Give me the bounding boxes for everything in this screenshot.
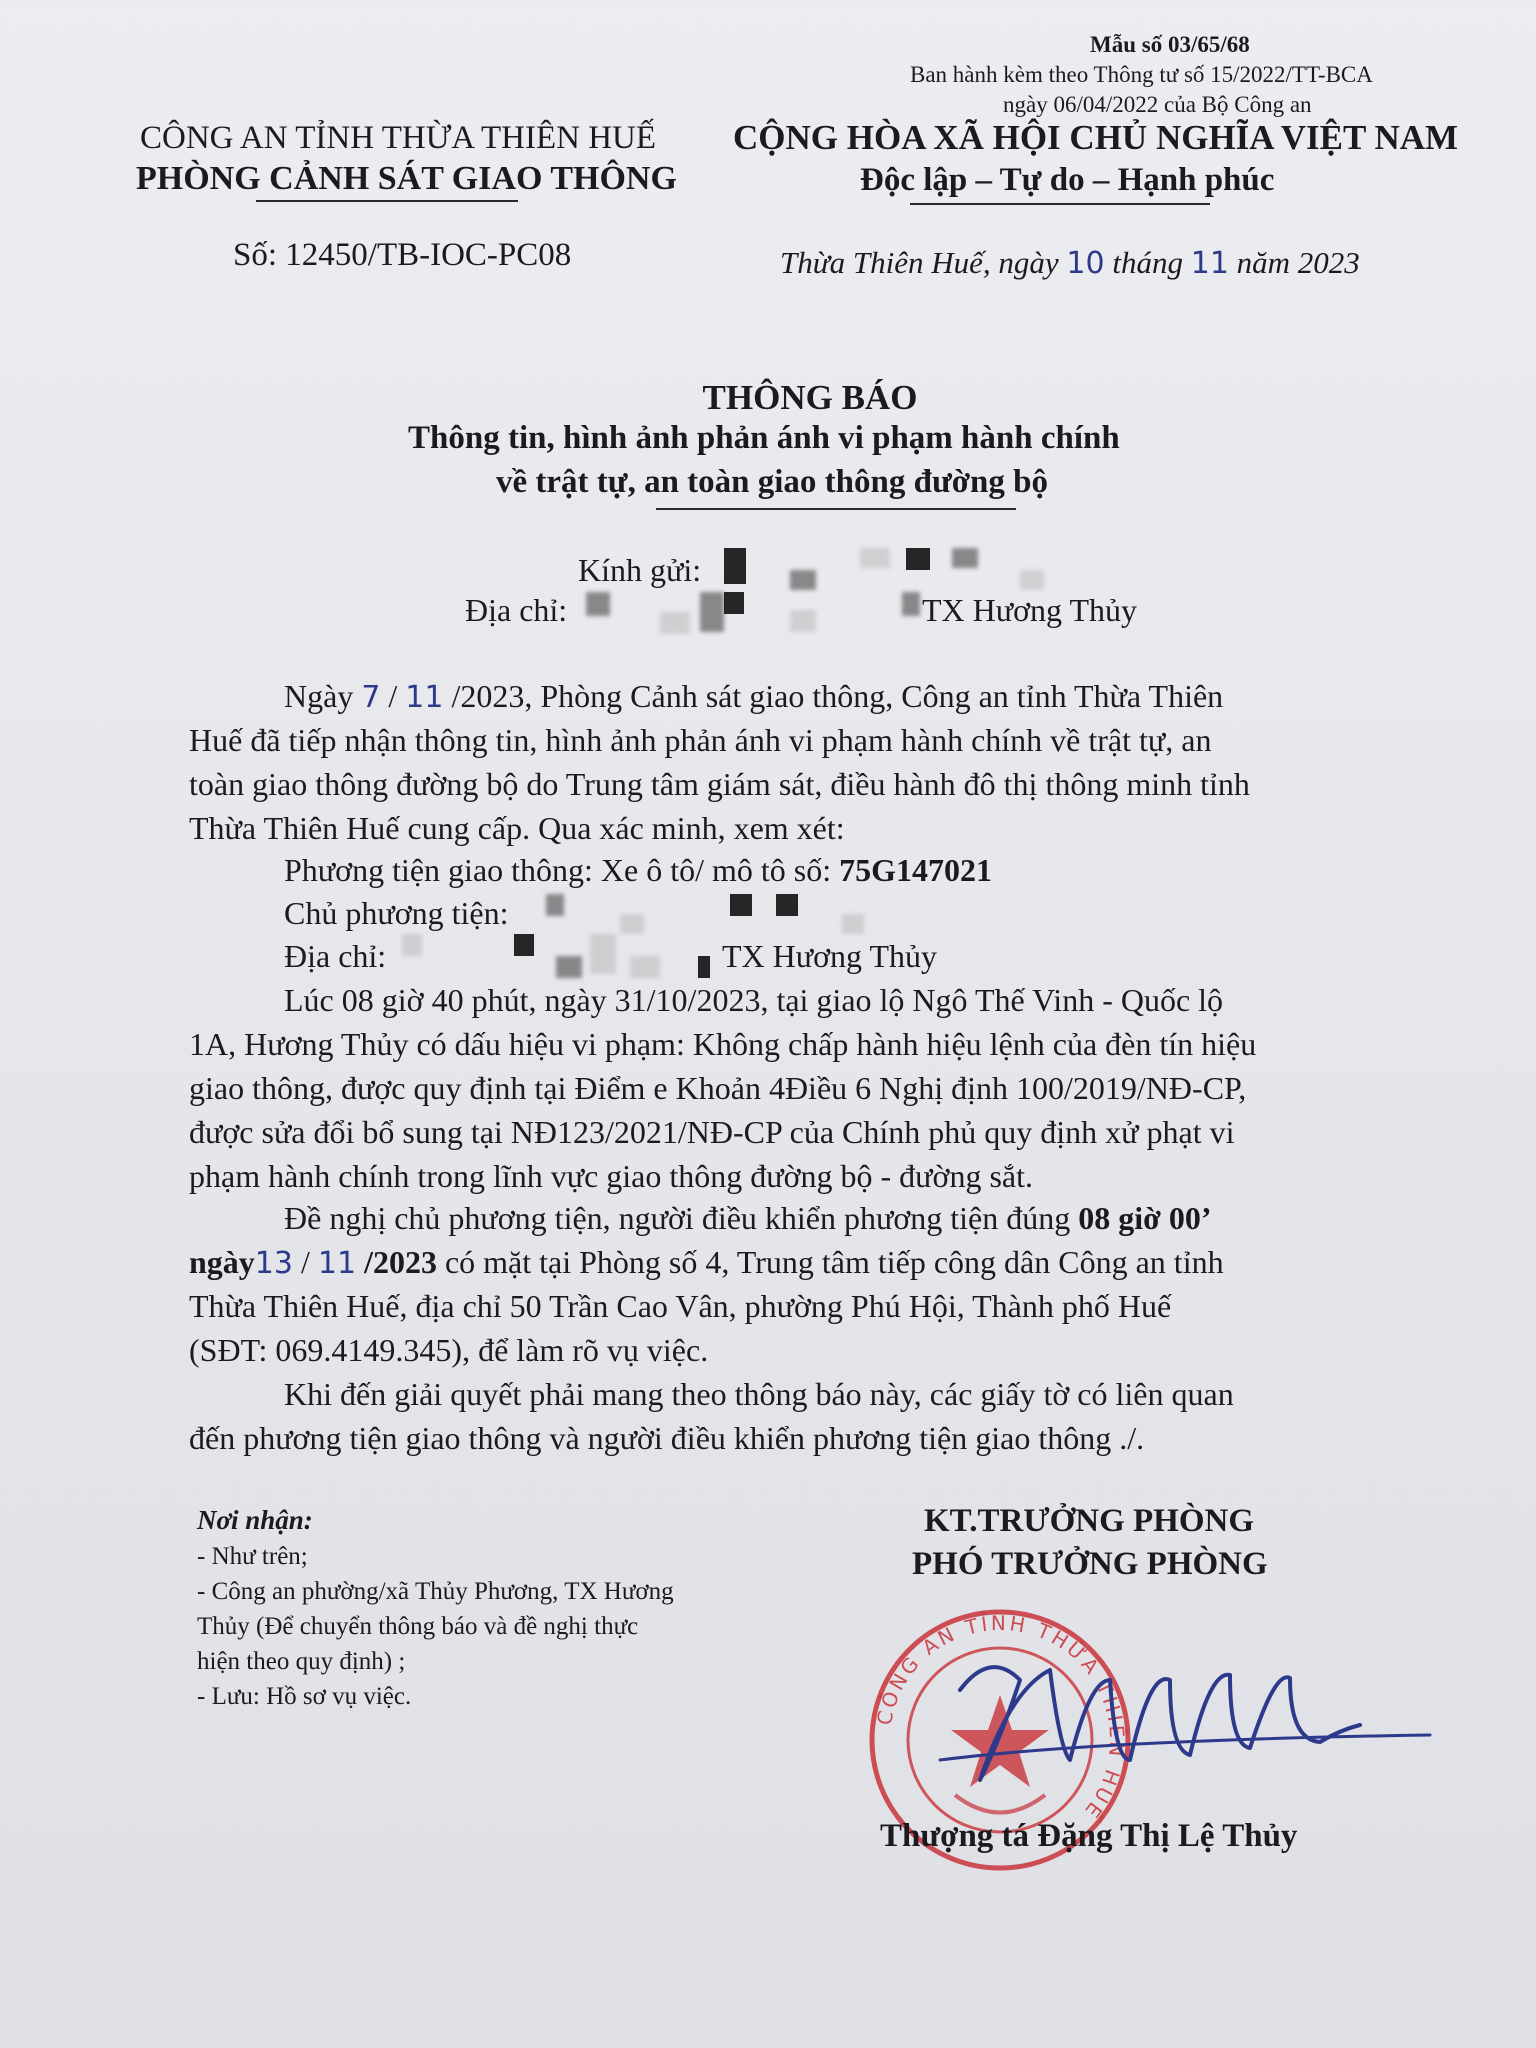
redacted-block bbox=[902, 592, 920, 616]
form-issued-date: ngày 06/04/2022 của Bộ Công an bbox=[1003, 92, 1312, 117]
handwritten-received-day: 7 bbox=[361, 680, 381, 715]
request-line-4: (SĐT: 069.4149.345), để làm rõ vụ việc. bbox=[189, 1332, 709, 1368]
request-line-3: Thừa Thiên Huế, địa chỉ 50 Trần Cao Vân, phường Phú Hội, Thành phố Huế bbox=[189, 1288, 1172, 1324]
addressee-label: Kính gửi: bbox=[578, 552, 702, 588]
handwritten-received-month: 11 bbox=[405, 680, 444, 715]
owner-address-label: Địa chỉ: bbox=[284, 938, 387, 974]
title-underline bbox=[656, 508, 1016, 510]
redacted-block bbox=[546, 894, 564, 916]
redacted-block bbox=[842, 914, 864, 934]
document-subtitle-line2: về trật tự, an toàn giao thông đường bộ bbox=[496, 464, 1049, 500]
signature-title-1: KT.TRƯỞNG PHÒNG bbox=[924, 1503, 1254, 1539]
agency-underline bbox=[256, 200, 518, 202]
redacted-block bbox=[556, 956, 582, 978]
request-time: 08 giờ 00’ bbox=[1078, 1200, 1212, 1236]
document-subtitle-line1: Thông tin, hình ảnh phản ánh vi phạm hành chính bbox=[408, 420, 1120, 456]
redacted-block bbox=[586, 592, 610, 616]
redacted-block bbox=[730, 894, 752, 916]
owner-address-tail: TX Hương Thủy bbox=[722, 938, 937, 974]
redacted-block bbox=[402, 934, 422, 956]
closing-line-2: đến phương tiện giao thông và người điều khiển phương tiện giao thông ./. bbox=[189, 1420, 1145, 1456]
address-tail: TX Hương Thủy bbox=[922, 592, 1137, 628]
vehicle-label: Phương tiện giao thông: Xe ô tô/ mô tô số: bbox=[284, 852, 832, 888]
redacted-block bbox=[620, 914, 644, 934]
motto-underline bbox=[910, 203, 1210, 205]
violation-line-2: 1A, Hương Thủy có dấu hiệu vi phạm: Không chấp hành hiệu lệnh của đèn tín hiệu bbox=[189, 1026, 1257, 1062]
recipient-line-1: - Như trên; bbox=[197, 1543, 308, 1570]
redacted-block bbox=[790, 610, 816, 632]
redacted-block bbox=[1020, 570, 1044, 590]
redacted-block bbox=[724, 548, 746, 584]
recipient-line-2: - Công an phường/xã Thủy Phương, TX Hương bbox=[197, 1578, 674, 1605]
agency-name: PHÒNG CẢNH SÁT GIAO THÔNG bbox=[136, 160, 677, 197]
redacted-block bbox=[514, 934, 534, 956]
handwritten-request-day: 13 bbox=[254, 1246, 293, 1281]
place-prefix: Thừa Thiên Huế, ngày bbox=[780, 245, 1059, 280]
redacted-block bbox=[724, 592, 744, 614]
paragraph-1-line-1: Ngày 7 / 11 /2023, Phòng Cảnh sát giao thông, Công an tỉnh Thừa Thiên bbox=[284, 678, 1224, 715]
recipient-line-3: Thủy (Để chuyển thông báo và đề nghị thực bbox=[197, 1613, 639, 1640]
paragraph-1-line-3: toàn giao thông đường bộ do Trung tâm giám sát, điều hành đô thị thông minh tỉnh bbox=[189, 766, 1250, 802]
request-year: /2023 bbox=[364, 1244, 437, 1280]
handwritten-request-month: 11 bbox=[317, 1246, 357, 1281]
redacted-block bbox=[952, 548, 978, 568]
request-line-2: ngày13 / 11 /2023 có mặt tại Phòng số 4, Trung tâm tiếp công dân Công an tỉnh bbox=[189, 1244, 1224, 1281]
paragraph-1-line-2: Huế đã tiếp nhận thông tin, hình ảnh phản ánh vi phạm hành chính về trật tự, an bbox=[189, 722, 1212, 758]
agency-parent: CÔNG AN TỈNH THỪA THIÊN HUẾ bbox=[140, 120, 657, 156]
handwritten-signature bbox=[900, 1630, 1440, 1800]
place-and-date bbox=[780, 245, 1360, 281]
redacted-block bbox=[906, 548, 930, 570]
violation-line-1: Lúc 08 giờ 40 phút, ngày 31/10/2023, tại giao lộ Ngô Thế Vinh - Quốc lộ bbox=[284, 982, 1224, 1018]
national-motto: Độc lập – Tự do – Hạnh phúc bbox=[860, 162, 1275, 198]
handwritten-day: 10 bbox=[1066, 246, 1105, 281]
form-issued-text: Ban hành kèm theo Thông tư số 15/2022/TT-BCA bbox=[910, 62, 1373, 87]
p1-date-suffix: /2023, Phòng Cảnh sát giao thông, Công an tỉnh Thừa Thiên bbox=[451, 678, 1224, 714]
redacted-block bbox=[790, 570, 816, 590]
redacted-block bbox=[630, 956, 660, 978]
vehicle-line bbox=[284, 852, 992, 889]
violation-line-5: phạm hành chính trong lĩnh vực giao thông đường bộ - đường sắt. bbox=[189, 1158, 1033, 1194]
svg-text:CÔNG AN TỈNH THỪA THIÊN HUẾ: CÔNG AN TỈNH THỪA THIÊN HUẾ bbox=[871, 1610, 1130, 1825]
closing-line-1: Khi đến giải quyết phải mang theo thông báo này, các giấy tờ có liên quan bbox=[284, 1376, 1234, 1412]
recipients-title: Nơi nhận: bbox=[197, 1505, 313, 1535]
address-label: Địa chỉ: bbox=[465, 592, 568, 628]
signature-title-2: PHÓ TRƯỞNG PHÒNG bbox=[912, 1546, 1268, 1582]
violation-line-3: giao thông, được quy định tại Điểm e Khoản 4Điều 6 Nghị định 100/2019/NĐ-CP, bbox=[189, 1070, 1247, 1106]
redacted-block bbox=[590, 934, 616, 974]
year-label: năm 2023 bbox=[1236, 245, 1360, 280]
redacted-block bbox=[660, 612, 690, 634]
redacted-block bbox=[860, 548, 890, 568]
document-number: Số: 12450/TB-IOC-PC08 bbox=[233, 237, 572, 273]
form-number: Mẫu số 03/65/68 bbox=[1090, 32, 1250, 57]
signer-name: Thượng tá Đặng Thị Lệ Thủy bbox=[880, 1818, 1298, 1854]
redacted-block bbox=[776, 894, 798, 916]
document-title: THÔNG BÁO bbox=[702, 378, 918, 417]
recipient-line-5: - Lưu: Hồ sơ vụ việc. bbox=[197, 1683, 412, 1710]
handwritten-month: 11 bbox=[1190, 246, 1229, 281]
violation-line-4: được sửa đổi bổ sung tại NĐ123/2021/NĐ-CP của Chính phủ quy định xử phạt vi bbox=[189, 1114, 1235, 1150]
request-date-prefix: ngày bbox=[189, 1244, 255, 1280]
request-location: có mặt tại Phòng số 4, Trung tâm tiếp công dân Công an tỉnh bbox=[444, 1244, 1224, 1280]
redacted-block bbox=[698, 956, 710, 978]
p1-date-prefix: Ngày bbox=[284, 678, 354, 714]
request-text: Đề nghị chủ phương tiện, người điều khiển phương tiện đúng bbox=[284, 1200, 1071, 1236]
recipient-line-4: hiện theo quy định) ; bbox=[197, 1648, 406, 1675]
request-line-1 bbox=[284, 1200, 1212, 1237]
redacted-block bbox=[700, 592, 724, 632]
paragraph-1-line-4: Thừa Thiên Huế cung cấp. Qua xác minh, xem xét: bbox=[189, 810, 845, 846]
country-name: CỘNG HÒA XÃ HỘI CHỦ NGHĨA VIỆT NAM bbox=[733, 118, 1459, 157]
owner-label: Chủ phương tiện: bbox=[284, 895, 509, 931]
month-label: tháng bbox=[1112, 245, 1183, 280]
vehicle-plate: 75G147021 bbox=[839, 852, 993, 888]
